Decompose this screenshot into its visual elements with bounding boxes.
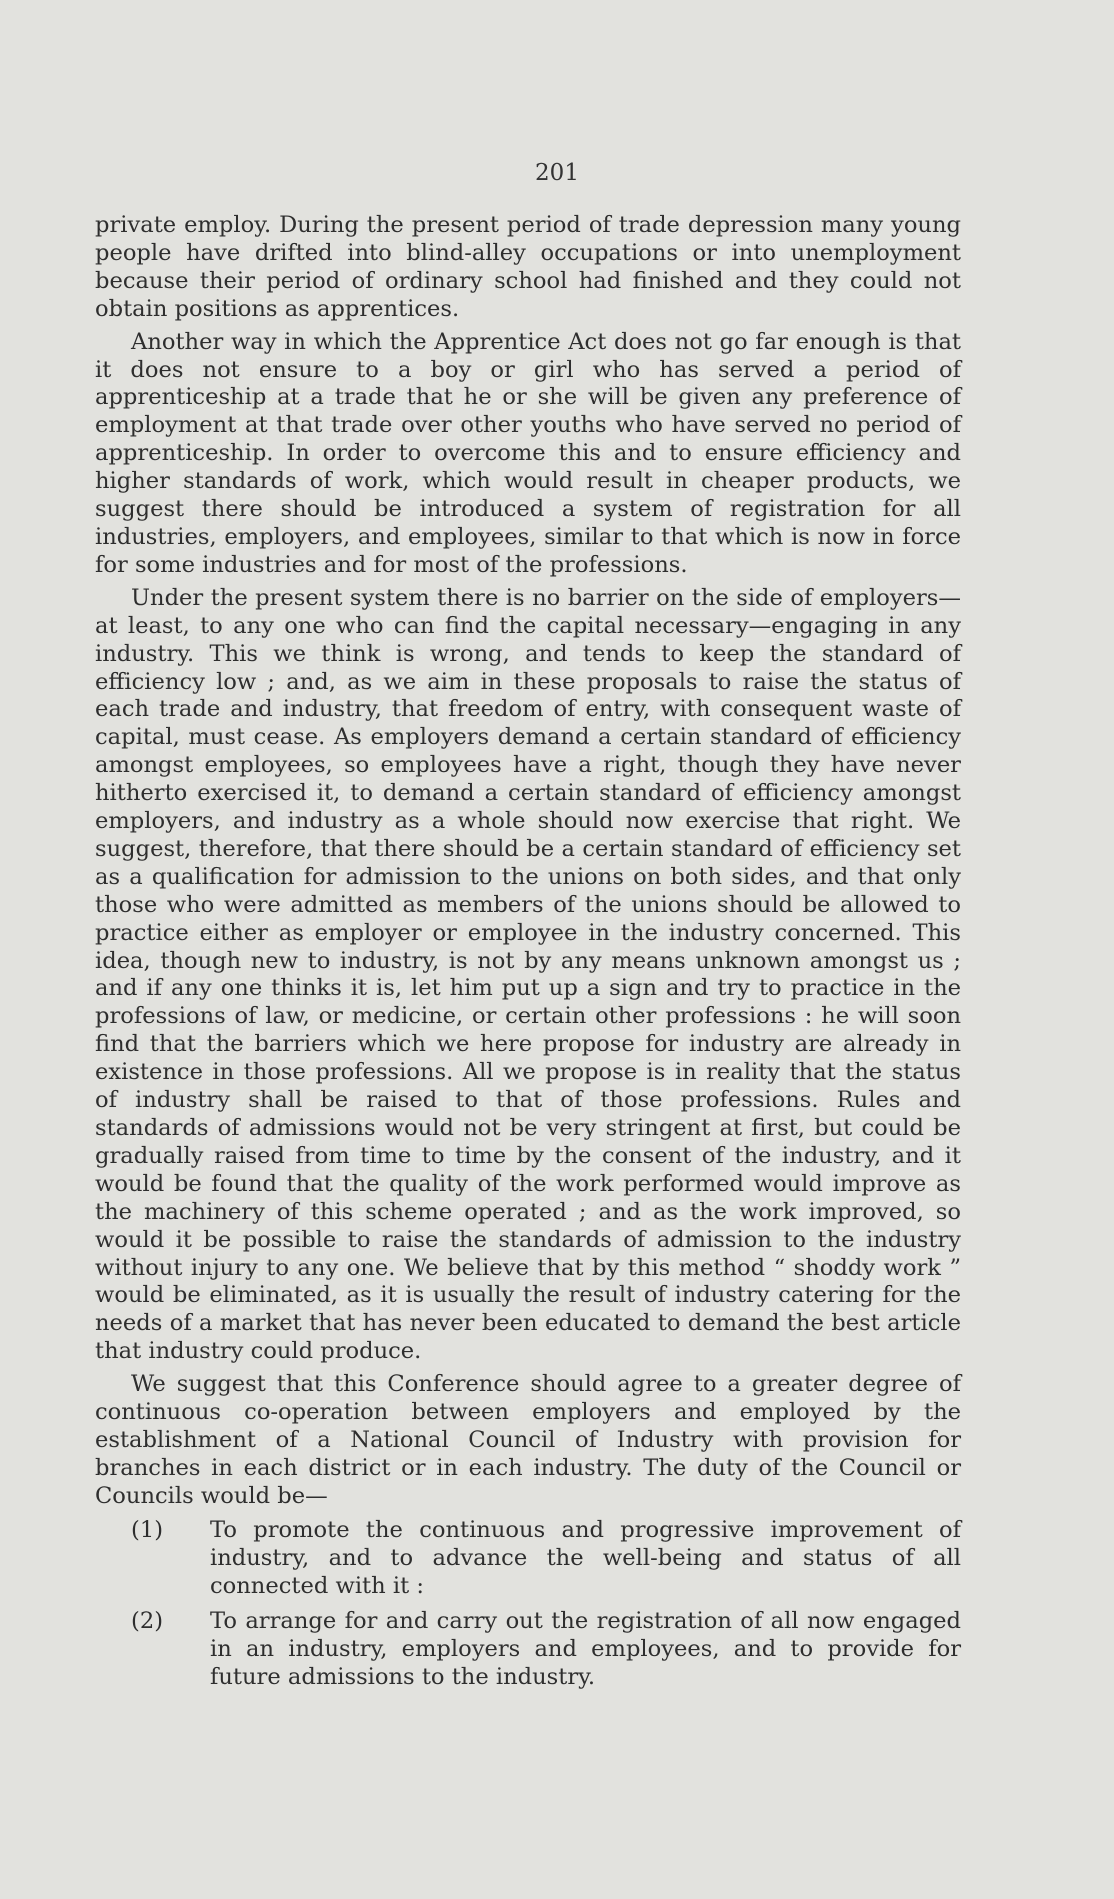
list-item [95, 1517, 961, 1601]
paragraph-4: We suggest that this Conference should agree to a greater degree of continuous co-operation between employers and employed by the establishment of a National Council of Industry with provision for branches in each district or in each industry. The duty of the Council or Councils would be— [95, 1371, 961, 1509]
duties-list [95, 1517, 961, 1692]
paragraph-3: Under the present system there is no barrier on the side of employers—at least, to any one who can find the capital necessary—engaging in any industry. This we think is wrong, and tends to keep the standard of efficiency low ; and, as we aim in these proposals to raise the status of each trade and industry, that freedom of entry, with consequent waste of capital, must cease. As employers demand a certain standard of efficiency amongst employees, so employees have a right, though they have never hitherto exercised it, to demand a certain standard of efficiency amongst employers, and industry as a whole should now exercise that right. We suggest, therefore, that there should be a certain standard of efficiency set as a qualification for admission to the unions on both sides, and that only those who were admitted as members of the unions should be allowed to practice either as employer or employee in the industry concerned. This idea, though new to industry, is not by any means unknown amongst us ; and if any one thinks it is, let him put up a sign and try to practice in the professions of law, or medicine, or certain other professions : he will soon find that the barriers which we here propose for industry are already in existence in those professions. All we propose is in reality that the status of industry shall be raised to that of those professions. Rules and standards of admissions would not be very stringent at first, but could be gradually raised from time to time by the consent of the industry, and it would be found that the quality of the work performed would improve as the machinery of this scheme operated ; and as the work improved, so would it be possible to raise the standards of admission to the industry without injury to any one. We believe that by this method “ shoddy work ” would be eliminated, as it is usually the result of industry catering for the needs of a market that has never been educated to demand the best article that industry could produce. [95, 584, 961, 1365]
list-item [95, 1608, 961, 1692]
page-number: 201 [535, 160, 579, 186]
list-marker: (2) [131, 1608, 164, 1635]
list-marker: (1) [131, 1516, 164, 1543]
list-item-text: To arrange for and carry out the registration of all now engaged in an industry, employers and employees, and to provide for future admissions to the industry. [210, 1608, 961, 1691]
body-text [95, 212, 961, 1700]
paragraph-2: Another way in which the Apprentice Act does not go far enough is that it does not ensure to a boy or girl who has served a period of apprenticeship at a trade that he or she will be given any preference of employment at that trade over other youths who have served no period of apprenticeship. In order to overcome this and to ensure efficiency and higher standards of work, which would result in cheaper products, we suggest there should be introduced a system of registration for all industries, employers, and employees, similar to that which is now in force for some industries and for most of the professions. [95, 328, 961, 578]
paragraph-1: private employ. During the present period of trade depression many young people have drifted into blind-alley occupations or into unemployment because their period of ordinary school had finished and they could not obtain positions as apprentices. [95, 212, 961, 322]
list-item-text: To promote the continuous and progressive improvement of industry, and to advance the well-being and status of all connected with it : [210, 1516, 961, 1599]
